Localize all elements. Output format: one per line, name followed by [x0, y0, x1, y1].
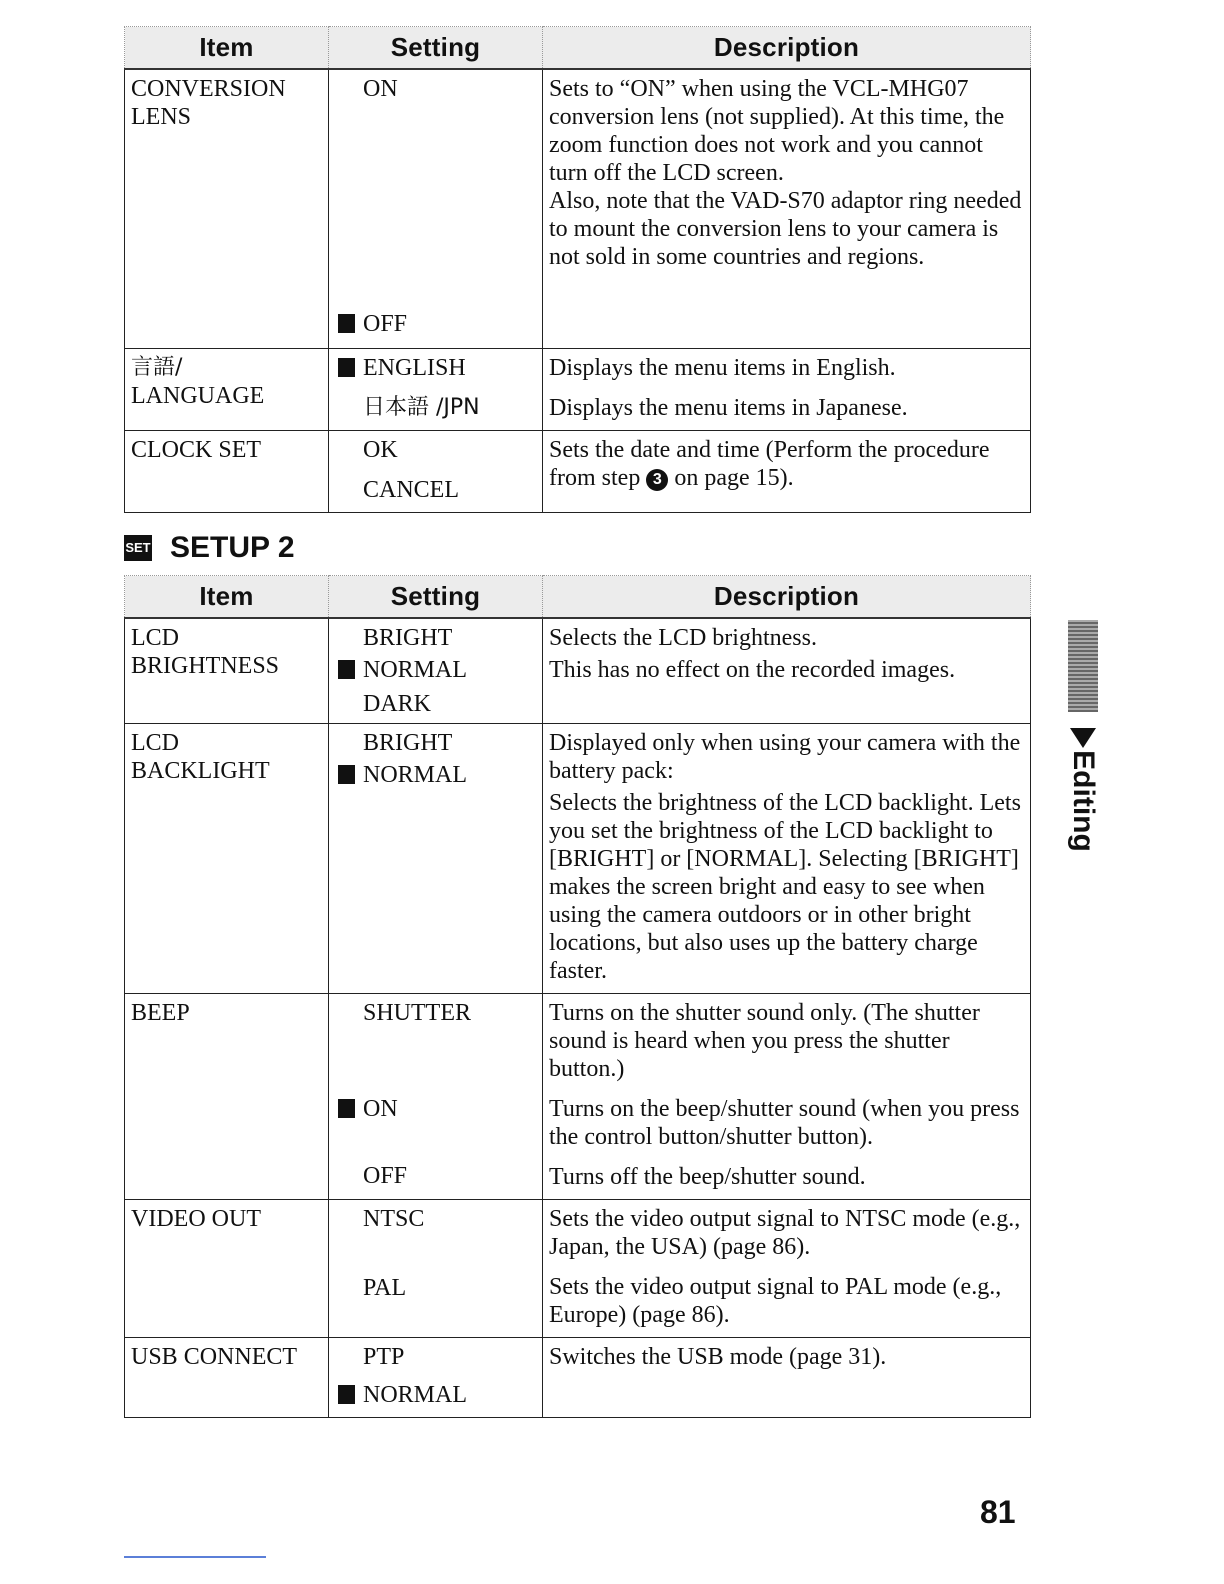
table-row: [125, 69, 1031, 349]
side-tab-bar: [1068, 620, 1098, 712]
header-description: Description: [543, 576, 1031, 618]
setting-normal: NORMAL: [363, 761, 468, 788]
table-row: [125, 1199, 1031, 1337]
setting-normal: NORMAL: [363, 1381, 468, 1408]
header-description: Description: [543, 27, 1031, 69]
setting-off: OFF: [363, 1162, 408, 1189]
desc-pal: Sets the video output signal to PAL mode (e.g., Europe) (page 86).: [549, 1273, 1002, 1328]
item-lcd-brightness: LCD BRIGHTNESS: [131, 624, 280, 679]
desc-ntsc: Sets the video output signal to NTSC mode (e.g., Japan, the USA) (page 86).: [549, 1205, 1021, 1260]
setting-ptp: PTP: [363, 1343, 405, 1370]
header-setting: Setting: [329, 576, 543, 618]
setting-bright: BRIGHT: [363, 729, 453, 756]
setup-icon: SET: [124, 535, 152, 561]
setting-cancel: CANCEL: [363, 477, 459, 503]
desc-conversion-on: Sets to “ON” when using the VCL-MHG07 conversion lens (not supplied). At this time, the zoom function does not work and you cannot turn off the LCD screen.: [549, 75, 1005, 186]
desc-beep-on: Turns on the beep/shutter sound (when you press the control button/shutter button).: [549, 1095, 1020, 1150]
desc-conversion-note: Also, note that the VAD-S70 adaptor ring needed to mount the conversion lens to your camera is not sold in some countries and regions.: [549, 187, 1022, 270]
desc-jpn: Displays the menu items in Japanese.: [549, 395, 908, 421]
desc-clock-text: Sets the date and time (Perform the procedure from step: [549, 437, 990, 491]
desc-lcd-backlight: Displayed only when using your camera with the battery pack:: [549, 729, 1021, 784]
header-setting: Setting: [329, 27, 543, 69]
section-title: [124, 531, 295, 565]
default-marker-icon: [338, 1385, 355, 1404]
item-language-jp: 言語/: [131, 355, 183, 380]
desc-clock-page: on page 15).: [668, 465, 794, 491]
desc-clock: [543, 431, 1031, 513]
setting-shutter: SHUTTER: [363, 999, 471, 1026]
section-title-text: SETUP 2: [170, 531, 295, 564]
table-row: [125, 349, 1031, 431]
desc-beep-off: Turns off the beep/shutter sound.: [549, 1163, 866, 1190]
setting-ntsc: NTSC: [363, 1205, 425, 1232]
desc-lcd-backlight-detail: Selects the brightness of the LCD backlight. Lets you set the brightness of the LCD backlight to [BRIGHT] or [NORMAL]. Selecting [BRIGHT] makes the screen bright and easy to see when using the camera outdoors or in other bright locations, but also uses up the battery charge faster.: [549, 789, 1021, 984]
item-beep: BEEP: [131, 999, 190, 1026]
settings-table-1: [124, 26, 1031, 513]
item-lcd-backlight: LCD BACKLIGHT: [131, 729, 270, 784]
item-clock-set: CLOCK SET: [131, 437, 262, 463]
setting-ok: OK: [363, 437, 398, 463]
desc-beep-shutter: Turns on the shutter sound only. (The shutter sound is heard when you press the shutter button.): [549, 999, 980, 1082]
footer-divider: [124, 1556, 266, 1558]
default-marker-icon: [338, 314, 355, 333]
desc-usb: Switches the USB mode (page 31).: [549, 1343, 887, 1370]
setting-dark: DARK: [363, 690, 432, 717]
item-usb-connect: USB CONNECT: [131, 1343, 298, 1370]
setting-jpn: 日本語 /JPN: [363, 395, 480, 420]
setting-on: ON: [363, 75, 398, 102]
item-conversion-lens: CONVERSION LENS: [131, 75, 286, 130]
header-item: Item: [125, 576, 329, 618]
table-row: [125, 723, 1031, 993]
desc-english: Displays the menu items in English.: [549, 355, 896, 381]
desc-lcd-brightness: Selects the LCD brightness.: [549, 624, 817, 651]
desc-lcd-brightness-note: This has no effect on the recorded images.: [549, 656, 956, 683]
setting-normal: NORMAL: [363, 656, 468, 683]
setting-english: ENGLISH: [363, 355, 466, 381]
setting-off: OFF: [363, 310, 408, 337]
setting-bright: BRIGHT: [363, 624, 453, 651]
default-marker-icon: [338, 358, 355, 377]
default-marker-icon: [338, 1099, 355, 1118]
table-row: [125, 618, 1031, 724]
table-row: [125, 993, 1031, 1199]
table-row: [125, 1337, 1031, 1417]
side-tab-text: Editing: [1066, 750, 1100, 852]
default-marker-icon: [338, 765, 355, 784]
step-number-icon: 3: [646, 469, 668, 491]
page-number: 81: [980, 1494, 1016, 1530]
table-row: [125, 431, 1031, 513]
triangle-down-icon: [1070, 728, 1096, 748]
item-language: LANGUAGE: [131, 383, 265, 409]
side-tab-label: [1040, 750, 1130, 852]
setting-on: ON: [363, 1095, 398, 1122]
item-video-out: VIDEO OUT: [131, 1205, 261, 1232]
default-marker-icon: [338, 660, 355, 679]
settings-table-2: [124, 575, 1031, 1418]
setting-pal: PAL: [363, 1274, 407, 1301]
header-item: Item: [125, 27, 329, 69]
